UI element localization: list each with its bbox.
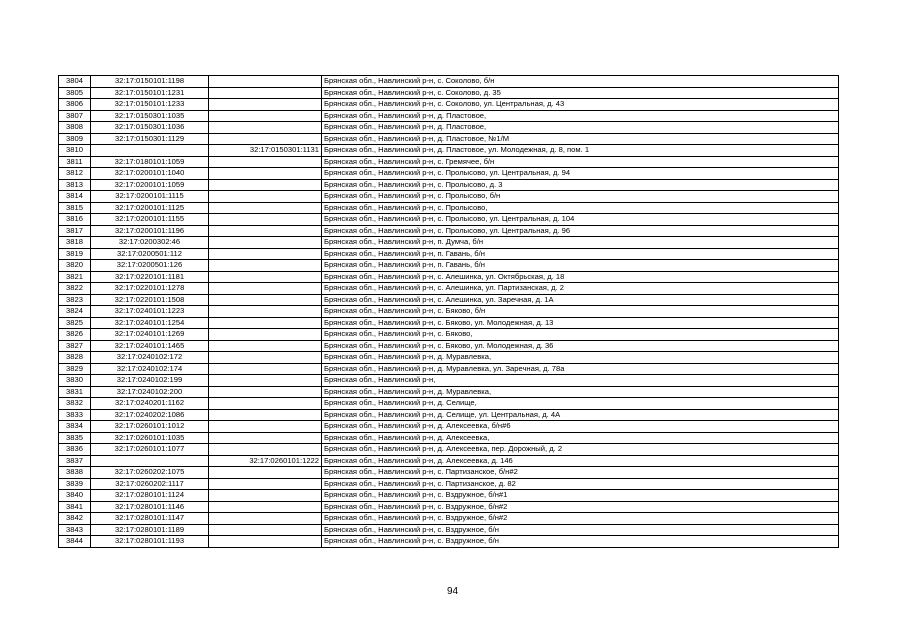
cadastral-number-cell: 32:17:0220101:1181	[91, 271, 209, 283]
secondary-cadastral-number-cell	[209, 76, 322, 88]
secondary-cadastral-number-cell	[209, 467, 322, 479]
address-cell: Брянская обл., Навлинский р-н, с. Пролысово, д. 3	[322, 179, 839, 191]
row-number-cell: 3826	[59, 329, 91, 341]
address-cell: Брянская обл., Навлинский р-н,	[322, 375, 839, 387]
address-cell: Брянская обл., Навлинский р-н, с. Соколово, ул. Центральная, д. 43	[322, 99, 839, 111]
cadastral-number-cell: 32:17:0200101:1196	[91, 225, 209, 237]
address-cell: Брянская обл., Навлинский р-н, с. Пролысово, ул. Центральная, д. 104	[322, 214, 839, 226]
table-row	[59, 283, 839, 295]
row-number-cell: 3817	[59, 225, 91, 237]
row-number-cell: 3815	[59, 202, 91, 214]
cadastral-number-cell: 32:17:0150101:1198	[91, 76, 209, 88]
cadastral-number-cell: 32:17:0280101:1189	[91, 524, 209, 536]
table-row	[59, 133, 839, 145]
table-row	[59, 340, 839, 352]
address-cell: Брянская обл., Навлинский р-н, п. Гавань, б/н	[322, 260, 839, 272]
address-cell: Брянская обл., Навлинский р-н, п. Гавань, б/н	[322, 248, 839, 260]
table-row	[59, 168, 839, 180]
cadastral-number-cell: 32:17:0240101:1269	[91, 329, 209, 341]
row-number-cell: 3834	[59, 421, 91, 433]
secondary-cadastral-number-cell	[209, 536, 322, 548]
cadastral-number-cell: 32:17:0280101:1146	[91, 501, 209, 513]
secondary-cadastral-number-cell	[209, 156, 322, 168]
table-row	[59, 76, 839, 88]
row-number-cell: 3809	[59, 133, 91, 145]
table-row	[59, 386, 839, 398]
secondary-cadastral-number-cell	[209, 398, 322, 410]
row-number-cell: 3807	[59, 110, 91, 122]
secondary-cadastral-number-cell	[209, 375, 322, 387]
secondary-cadastral-number-cell	[209, 294, 322, 306]
cadastral-number-cell: 32:17:0280101:1147	[91, 513, 209, 525]
cadastral-number-cell: 32:17:0200101:1059	[91, 179, 209, 191]
address-cell: Брянская обл., Навлинский р-н, с. Гремячее, б/н	[322, 156, 839, 168]
row-number-cell: 3819	[59, 248, 91, 260]
address-cell: Брянская обл., Навлинский р-н, с. Пролысово, ул. Центральная, д. 94	[322, 168, 839, 180]
address-cell: Брянская обл., Навлинский р-н, п. Думча, б/н	[322, 237, 839, 249]
table-row	[59, 214, 839, 226]
cadastral-number-cell	[91, 145, 209, 157]
address-cell: Брянская обл., Навлинский р-н, д. Алексеевка, б/н#6	[322, 421, 839, 433]
secondary-cadastral-number-cell	[209, 513, 322, 525]
address-cell: Брянская обл., Навлинский р-н, с. Алешинка, ул. Октябрьская, д. 18	[322, 271, 839, 283]
row-number-cell: 3835	[59, 432, 91, 444]
cadastral-number-cell: 32:17:0200302:46	[91, 237, 209, 249]
secondary-cadastral-number-cell	[209, 168, 322, 180]
secondary-cadastral-number-cell	[209, 306, 322, 318]
secondary-cadastral-number-cell	[209, 490, 322, 502]
cadastral-number-cell: 32:17:0240201:1162	[91, 398, 209, 410]
table-row	[59, 329, 839, 341]
table-row	[59, 490, 839, 502]
row-number-cell: 3820	[59, 260, 91, 272]
cadastral-number-cell: 32:17:0260101:1012	[91, 421, 209, 433]
secondary-cadastral-number-cell	[209, 99, 322, 111]
cadastral-number-cell: 32:17:0200501:112	[91, 248, 209, 260]
secondary-cadastral-number-cell	[209, 478, 322, 490]
secondary-cadastral-number-cell	[209, 248, 322, 260]
cadastral-number-cell: 32:17:0260101:1077	[91, 444, 209, 456]
cadastral-number-cell: 32:17:0200101:1115	[91, 191, 209, 203]
row-number-cell: 3821	[59, 271, 91, 283]
table-row	[59, 145, 839, 157]
secondary-cadastral-number-cell	[209, 340, 322, 352]
address-cell: Брянская обл., Навлинский р-н, с. Вздружное, б/н#1	[322, 490, 839, 502]
table-row	[59, 409, 839, 421]
table-row	[59, 99, 839, 111]
table-row	[59, 524, 839, 536]
row-number-cell: 3829	[59, 363, 91, 375]
row-number-cell: 3841	[59, 501, 91, 513]
secondary-cadastral-number-cell	[209, 352, 322, 364]
address-cell: Брянская обл., Навлинский р-н, д. Алексеевка, д. 146	[322, 455, 839, 467]
table-row	[59, 398, 839, 410]
table-row	[59, 306, 839, 318]
cadastral-number-cell: 32:17:0280101:1124	[91, 490, 209, 502]
table-row	[59, 432, 839, 444]
secondary-cadastral-number-cell	[209, 191, 322, 203]
address-cell: Брянская обл., Навлинский р-н, с. Вздружное, б/н	[322, 536, 839, 548]
table-row	[59, 191, 839, 203]
table-row	[59, 237, 839, 249]
cadastral-number-cell: 32:17:0240202:1086	[91, 409, 209, 421]
table-row	[59, 317, 839, 329]
address-cell: Брянская обл., Навлинский р-н, с. Бяково, ул. Молодежная, д. 13	[322, 317, 839, 329]
cadastral-number-cell: 32:17:0220101:1508	[91, 294, 209, 306]
row-number-cell: 3831	[59, 386, 91, 398]
row-number-cell: 3805	[59, 87, 91, 99]
secondary-cadastral-number-cell	[209, 283, 322, 295]
address-cell: Брянская обл., Навлинский р-н, д. Алексеевка,	[322, 432, 839, 444]
row-number-cell: 3804	[59, 76, 91, 88]
secondary-cadastral-number-cell	[209, 386, 322, 398]
address-cell: Брянская обл., Навлинский р-н, д. Муравлевка, ул. Заречная, д. 78а	[322, 363, 839, 375]
address-cell: Брянская обл., Навлинский р-н, д. Пластовое, ул. Молодежная, д. 8, пом. 1	[322, 145, 839, 157]
table-row	[59, 467, 839, 479]
secondary-cadastral-number-cell	[209, 87, 322, 99]
address-cell: Брянская обл., Навлинский р-н, д. Муравлевка,	[322, 352, 839, 364]
cadastral-number-cell: 32:17:0180101:1059	[91, 156, 209, 168]
address-cell: Брянская обл., Навлинский р-н, с. Партизанское, д. 82	[322, 478, 839, 490]
cadastral-number-cell: 32:17:0220101:1278	[91, 283, 209, 295]
address-cell: Брянская обл., Навлинский р-н, д. Пластовое,	[322, 110, 839, 122]
table-row	[59, 375, 839, 387]
row-number-cell: 3814	[59, 191, 91, 203]
table-row	[59, 260, 839, 272]
address-cell: Брянская обл., Навлинский р-н, с. Вздружное, б/н#2	[322, 513, 839, 525]
row-number-cell: 3836	[59, 444, 91, 456]
address-cell: Брянская обл., Навлинский р-н, д. Пластовое,	[322, 122, 839, 134]
address-cell: Брянская обл., Навлинский р-н, с. Пролысово, ул. Центральная, д. 96	[322, 225, 839, 237]
secondary-cadastral-number-cell	[209, 524, 322, 536]
cadastral-number-cell: 32:17:0240102:200	[91, 386, 209, 398]
table-row	[59, 536, 839, 548]
address-cell: Брянская обл., Навлинский р-н, д. Алексеевка, пер. Дорожный, д. 2	[322, 444, 839, 456]
cadastral-number-cell: 32:17:0150301:1036	[91, 122, 209, 134]
secondary-cadastral-number-cell	[209, 271, 322, 283]
row-number-cell: 3818	[59, 237, 91, 249]
cadastral-number-cell: 32:17:0150101:1233	[91, 99, 209, 111]
cadastral-number-cell: 32:17:0240101:1465	[91, 340, 209, 352]
secondary-cadastral-number-cell	[209, 202, 322, 214]
table-row	[59, 179, 839, 191]
row-number-cell: 3822	[59, 283, 91, 295]
registry-table-body	[59, 76, 839, 548]
row-number-cell: 3844	[59, 536, 91, 548]
row-number-cell: 3808	[59, 122, 91, 134]
table-row	[59, 156, 839, 168]
address-cell: Брянская обл., Навлинский р-н, с. Пролысово,	[322, 202, 839, 214]
address-cell: Брянская обл., Навлинский р-н, с. Соколово, д. 35	[322, 87, 839, 99]
row-number-cell: 3811	[59, 156, 91, 168]
secondary-cadastral-number-cell	[209, 122, 322, 134]
row-number-cell: 3833	[59, 409, 91, 421]
address-cell: Брянская обл., Навлинский р-н, с. Бяково, ул. Молодежная, д. 36	[322, 340, 839, 352]
row-number-cell: 3837	[59, 455, 91, 467]
row-number-cell: 3828	[59, 352, 91, 364]
cadastral-number-cell: 32:17:0240102:174	[91, 363, 209, 375]
table-row	[59, 444, 839, 456]
address-cell: Брянская обл., Навлинский р-н, с. Алешинка, ул. Партизанская, д. 2	[322, 283, 839, 295]
secondary-cadastral-number-cell	[209, 501, 322, 513]
secondary-cadastral-number-cell	[209, 409, 322, 421]
address-cell: Брянская обл., Навлинский р-н, д. Селище, ул. Центральная, д. 4А	[322, 409, 839, 421]
property-registry-table	[58, 75, 839, 548]
secondary-cadastral-number-cell	[209, 317, 322, 329]
cadastral-number-cell: 32:17:0260101:1035	[91, 432, 209, 444]
cadastral-number-cell: 32:17:0200101:1155	[91, 214, 209, 226]
row-number-cell: 3823	[59, 294, 91, 306]
table-row	[59, 248, 839, 260]
table-row	[59, 478, 839, 490]
address-cell: Брянская обл., Навлинский р-н, с. Бяково, б/н	[322, 306, 839, 318]
row-number-cell: 3830	[59, 375, 91, 387]
row-number-cell: 3816	[59, 214, 91, 226]
cadastral-number-cell: 32:17:0150101:1231	[91, 87, 209, 99]
row-number-cell: 3838	[59, 467, 91, 479]
table-row	[59, 352, 839, 364]
row-number-cell: 3840	[59, 490, 91, 502]
secondary-cadastral-number-cell	[209, 110, 322, 122]
address-cell: Брянская обл., Навлинский р-н, д. Муравлевка,	[322, 386, 839, 398]
secondary-cadastral-number-cell	[209, 225, 322, 237]
address-cell: Брянская обл., Навлинский р-н, с. Пролысово, б/н	[322, 191, 839, 203]
secondary-cadastral-number-cell	[209, 237, 322, 249]
table-row	[59, 202, 839, 214]
table-row	[59, 225, 839, 237]
cadastral-number-cell: 32:17:0240102:172	[91, 352, 209, 364]
table-row	[59, 363, 839, 375]
secondary-cadastral-number-cell	[209, 179, 322, 191]
secondary-cadastral-number-cell	[209, 260, 322, 272]
row-number-cell: 3824	[59, 306, 91, 318]
cadastral-number-cell: 32:17:0150301:1129	[91, 133, 209, 145]
secondary-cadastral-number-cell	[209, 329, 322, 341]
cadastral-number-cell: 32:17:0260202:1117	[91, 478, 209, 490]
row-number-cell: 3825	[59, 317, 91, 329]
address-cell: Брянская обл., Навлинский р-н, д. Селище,	[322, 398, 839, 410]
secondary-cadastral-number-cell: 32:17:0150301:1131	[209, 145, 322, 157]
address-cell: Брянская обл., Навлинский р-н, с. Бяково,	[322, 329, 839, 341]
cadastral-number-cell: 32:17:0280101:1193	[91, 536, 209, 548]
address-cell: Брянская обл., Навлинский р-н, с. Вздружное, б/н	[322, 524, 839, 536]
secondary-cadastral-number-cell	[209, 432, 322, 444]
table-row	[59, 513, 839, 525]
cadastral-number-cell: 32:17:0240102:199	[91, 375, 209, 387]
page-number: 94	[446, 586, 459, 597]
secondary-cadastral-number-cell	[209, 214, 322, 226]
table-row	[59, 122, 839, 134]
secondary-cadastral-number-cell	[209, 421, 322, 433]
cadastral-number-cell	[91, 455, 209, 467]
table-row	[59, 455, 839, 467]
table-row	[59, 87, 839, 99]
address-cell: Брянская обл., Навлинский р-н, с. Алешинка, ул. Заречная, д. 1А	[322, 294, 839, 306]
row-number-cell: 3839	[59, 478, 91, 490]
table-row	[59, 501, 839, 513]
address-cell: Брянская обл., Навлинский р-н, д. Пластовое, №1/М	[322, 133, 839, 145]
secondary-cadastral-number-cell	[209, 363, 322, 375]
cadastral-number-cell: 32:17:0200501:126	[91, 260, 209, 272]
table-row	[59, 294, 839, 306]
address-cell: Брянская обл., Навлинский р-н, с. Партизанское, б/н#2	[322, 467, 839, 479]
table-row	[59, 421, 839, 433]
row-number-cell: 3810	[59, 145, 91, 157]
row-number-cell: 3842	[59, 513, 91, 525]
cadastral-number-cell: 32:17:0240101:1223	[91, 306, 209, 318]
address-cell: Брянская обл., Навлинский р-н, с. Соколово, б/н	[322, 76, 839, 88]
cadastral-number-cell: 32:17:0150301:1035	[91, 110, 209, 122]
secondary-cadastral-number-cell: 32:17:0260101:1222	[209, 455, 322, 467]
table-row	[59, 110, 839, 122]
address-cell: Брянская обл., Навлинский р-н, с. Вздружное, б/н#2	[322, 501, 839, 513]
secondary-cadastral-number-cell	[209, 444, 322, 456]
row-number-cell: 3812	[59, 168, 91, 180]
cadastral-number-cell: 32:17:0200101:1040	[91, 168, 209, 180]
row-number-cell: 3827	[59, 340, 91, 352]
row-number-cell: 3806	[59, 99, 91, 111]
row-number-cell: 3813	[59, 179, 91, 191]
table-row	[59, 271, 839, 283]
cadastral-number-cell: 32:17:0260202:1075	[91, 467, 209, 479]
cadastral-number-cell: 32:17:0240101:1254	[91, 317, 209, 329]
row-number-cell: 3832	[59, 398, 91, 410]
row-number-cell: 3843	[59, 524, 91, 536]
cadastral-number-cell: 32:17:0200101:1125	[91, 202, 209, 214]
secondary-cadastral-number-cell	[209, 133, 322, 145]
